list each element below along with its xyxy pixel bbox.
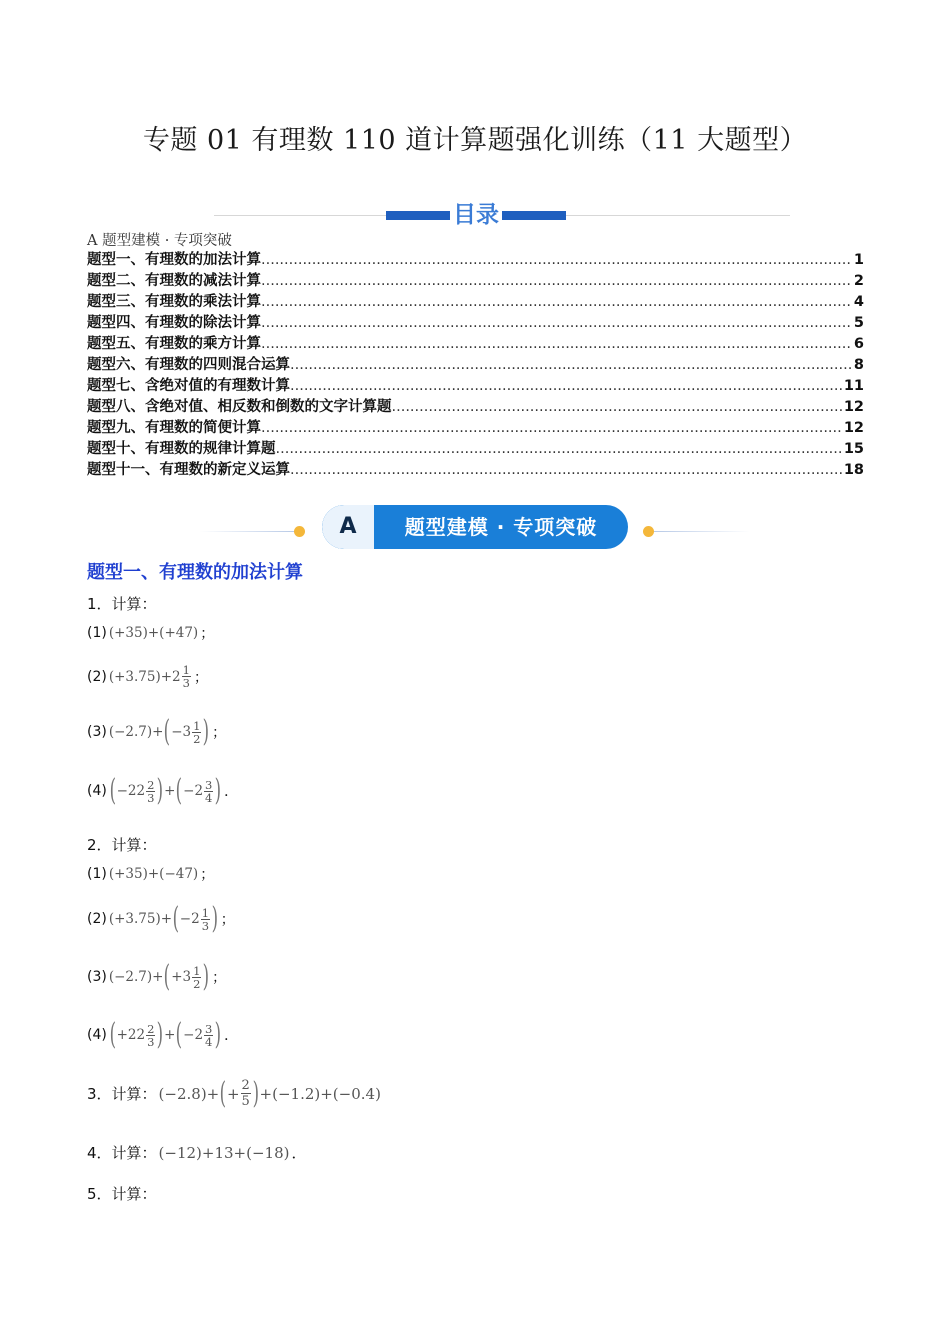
- math-term: −22: [116, 783, 146, 799]
- math-term: +: [226, 1084, 240, 1103]
- math-term: −2: [179, 911, 200, 927]
- question-2-prompt: 2．计算：: [87, 836, 157, 854]
- toc-subheading: A 题型建模 · 专项突破: [87, 233, 232, 249]
- fraction: [192, 720, 201, 745]
- toc-leader: [261, 418, 842, 439]
- toc-entry-page: 18: [843, 462, 864, 478]
- toc-entry-label: 题型八、含绝对值、相反数和倒数的文字计算题: [87, 399, 392, 415]
- toc-accent-left: [386, 211, 450, 220]
- fraction: [146, 779, 155, 804]
- document-title: 专题 01 有理数 110 道计算题强化训练（11 大题型）: [142, 125, 808, 156]
- question-4: [87, 1142, 307, 1163]
- denominator: 3: [201, 918, 210, 933]
- toc-entry-page: 1: [853, 252, 864, 268]
- numerator: 2: [147, 1021, 155, 1036]
- toc-entry-page: 2: [853, 273, 864, 289]
- punctuation: ．: [291, 1144, 307, 1162]
- toc-entry[interactable]: [87, 418, 864, 439]
- math-expression: [108, 714, 210, 749]
- math-expression: [109, 1017, 222, 1052]
- left-paren: (: [176, 773, 183, 808]
- q2-part-1: [87, 864, 214, 884]
- right-paren: ): [215, 1017, 222, 1052]
- toc-entry[interactable]: [87, 334, 864, 355]
- math-term: −2: [183, 783, 204, 799]
- right-paren: ): [252, 1075, 259, 1111]
- banner-dot-left: [294, 526, 305, 537]
- punctuation: ；: [220, 912, 235, 928]
- question-1-prompt: 1．计算：: [87, 595, 157, 613]
- numerator: 2: [147, 777, 155, 792]
- numerator: 1: [182, 663, 190, 677]
- denominator: 5: [241, 1094, 250, 1109]
- toc-entry-page: 12: [843, 399, 864, 415]
- denominator: 2: [193, 976, 201, 991]
- math-expression: (−12)+13+(−18): [158, 1143, 290, 1162]
- toc-entry-page: 15: [843, 441, 864, 457]
- toc-entry-label: 题型九、有理数的简便计算: [87, 420, 261, 436]
- math-term: (+3.75)+2: [108, 668, 181, 685]
- toc-entry-label: 题型三、有理数的乘法计算: [87, 294, 261, 310]
- q2-part-3: [87, 959, 227, 994]
- q1-part-4: [87, 773, 239, 808]
- fraction: [146, 1023, 155, 1048]
- fraction: [241, 1078, 251, 1109]
- banner-text: 题型建模 · 专项突破: [404, 515, 598, 539]
- part-label: (4): [87, 1027, 107, 1043]
- toc-entry-label: 题型十一、有理数的新定义运算: [87, 462, 290, 478]
- toc-entry-page: 6: [853, 336, 864, 352]
- left-paren: (: [176, 1017, 183, 1052]
- toc-entry-page: 5: [853, 315, 864, 331]
- fraction: [204, 1023, 213, 1048]
- q2-part-4: [87, 1017, 239, 1052]
- toc-leader: [261, 334, 852, 355]
- math-operator: +: [164, 1027, 176, 1043]
- q1-part-2: [87, 664, 208, 689]
- toc-entry[interactable]: [87, 250, 864, 271]
- toc-entry-label: 题型四、有理数的除法计算: [87, 315, 261, 331]
- right-paren: ): [211, 901, 219, 936]
- denominator: 3: [182, 676, 190, 690]
- math-expression: [158, 1075, 381, 1111]
- numerator: 3: [205, 1021, 213, 1036]
- toc-entry-page: 4: [853, 294, 864, 310]
- part-label: (1): [87, 866, 107, 882]
- math-expression: (+35)+(−47): [108, 866, 199, 882]
- left-paren: (: [219, 1075, 227, 1111]
- part-label: (1): [87, 625, 107, 641]
- toc-leader: [290, 460, 842, 481]
- q1-part-3: [87, 714, 227, 749]
- toc-entry-label: 题型二、有理数的减法计算: [87, 273, 261, 289]
- left-paren: (: [172, 901, 180, 936]
- left-paren: (: [109, 1017, 116, 1052]
- math-term: −3: [171, 724, 192, 740]
- math-operator: +: [164, 783, 176, 799]
- denominator: 3: [147, 790, 155, 805]
- right-paren: ): [215, 773, 222, 808]
- question-5-prompt: 5．计算：: [87, 1185, 157, 1203]
- banner-line-right: [654, 531, 750, 532]
- section-banner: [200, 505, 750, 551]
- toc-leader: [276, 439, 842, 460]
- toc-rule-left: [214, 215, 386, 216]
- fraction: [201, 907, 210, 932]
- math-expression: (+35)+(+47): [108, 625, 199, 641]
- toc-leader: [261, 313, 852, 334]
- part-label: (2): [87, 911, 107, 927]
- math-expression: [109, 664, 192, 689]
- toc-entry-label: 题型十、有理数的规律计算题: [87, 441, 276, 457]
- math-term: +3: [171, 969, 192, 985]
- left-paren: (: [164, 959, 171, 994]
- math-term: (−2.7)+: [108, 969, 164, 985]
- toc-entry[interactable]: [87, 460, 864, 481]
- punctuation: ．: [224, 784, 239, 800]
- math-term: (+3.75)+: [108, 911, 173, 927]
- numerator: 1: [193, 963, 201, 978]
- toc-entry-page: 12: [843, 420, 864, 436]
- denominator: 4: [205, 790, 213, 805]
- banner-line-left: [200, 531, 296, 532]
- toc-entry[interactable]: [87, 376, 864, 397]
- math-expression: [109, 773, 222, 808]
- question-3: [87, 1075, 381, 1111]
- left-paren: (: [164, 714, 171, 749]
- numerator: 3: [205, 777, 213, 792]
- math-term: +22: [116, 1027, 146, 1043]
- fraction: [182, 664, 191, 689]
- punctuation: ；: [193, 669, 208, 686]
- toc-leader: [290, 376, 842, 397]
- right-paren: ): [157, 773, 164, 808]
- right-paren: ): [203, 714, 210, 749]
- punctuation: ；: [200, 867, 215, 883]
- toc-leader: [392, 397, 842, 418]
- toc-leader: [261, 292, 852, 313]
- punctuation: ；: [200, 626, 215, 642]
- left-paren: (: [109, 773, 116, 808]
- toc-entry[interactable]: [87, 439, 864, 460]
- math-term: +(−1.2)+(−0.4): [259, 1084, 381, 1103]
- toc-rule-right: [566, 215, 790, 216]
- math-term: (−2.8)+: [158, 1084, 220, 1103]
- part-label: (3): [87, 724, 107, 740]
- right-paren: ): [203, 959, 210, 994]
- toc-entry[interactable]: [87, 397, 864, 418]
- fraction: [192, 965, 201, 990]
- section-title: 题型一、有理数的加法计算: [87, 562, 303, 583]
- part-label: (4): [87, 783, 107, 799]
- math-expression: [108, 901, 219, 936]
- denominator: 2: [193, 731, 201, 746]
- punctuation: ；: [212, 725, 227, 741]
- math-term: −2: [183, 1027, 204, 1043]
- numerator: 1: [201, 905, 210, 920]
- toc-accent-right: [502, 211, 566, 220]
- toc-entry-label: 题型七、含绝对值的有理数计算: [87, 378, 290, 394]
- q1-part-1: [87, 623, 214, 643]
- toc-leader: [290, 355, 852, 376]
- fraction: [204, 779, 213, 804]
- toc-entry[interactable]: [87, 355, 864, 376]
- numerator: 1: [193, 718, 201, 733]
- numerator: 2: [241, 1078, 250, 1093]
- toc-entry-label: 题型一、有理数的加法计算: [87, 252, 261, 268]
- toc-entry[interactable]: [87, 313, 864, 334]
- toc-heading: 目录: [453, 202, 499, 228]
- punctuation: ；: [212, 970, 227, 986]
- toc-entry[interactable]: [87, 292, 864, 313]
- part-label: (3): [87, 969, 107, 985]
- toc-entry-label: 题型五、有理数的乘方计算: [87, 336, 261, 352]
- q2-part-2: [87, 901, 235, 936]
- part-label: (2): [87, 668, 107, 685]
- math-expression: [108, 959, 210, 994]
- table-of-contents: [87, 250, 864, 481]
- banner-dot-right: [643, 526, 654, 537]
- toc-entry-page: 11: [843, 378, 864, 394]
- right-paren: ): [157, 1017, 164, 1052]
- question-4-prompt: 4．计算：: [87, 1144, 157, 1162]
- banner-letter: A: [322, 505, 374, 549]
- denominator: 4: [205, 1034, 213, 1049]
- toc-entry-label: 题型六、有理数的四则混合运算: [87, 357, 290, 373]
- toc-leader: [261, 271, 852, 292]
- denominator: 3: [147, 1034, 155, 1049]
- toc-entry[interactable]: [87, 271, 864, 292]
- toc-leader: [261, 250, 852, 271]
- toc-heading-bar: [214, 196, 790, 232]
- banner-pill: [322, 505, 628, 549]
- punctuation: ．: [224, 1028, 239, 1044]
- toc-entry-page: 8: [853, 357, 864, 373]
- math-term: (−2.7)+: [108, 724, 164, 740]
- question-3-prompt: 3．计算：: [87, 1085, 157, 1103]
